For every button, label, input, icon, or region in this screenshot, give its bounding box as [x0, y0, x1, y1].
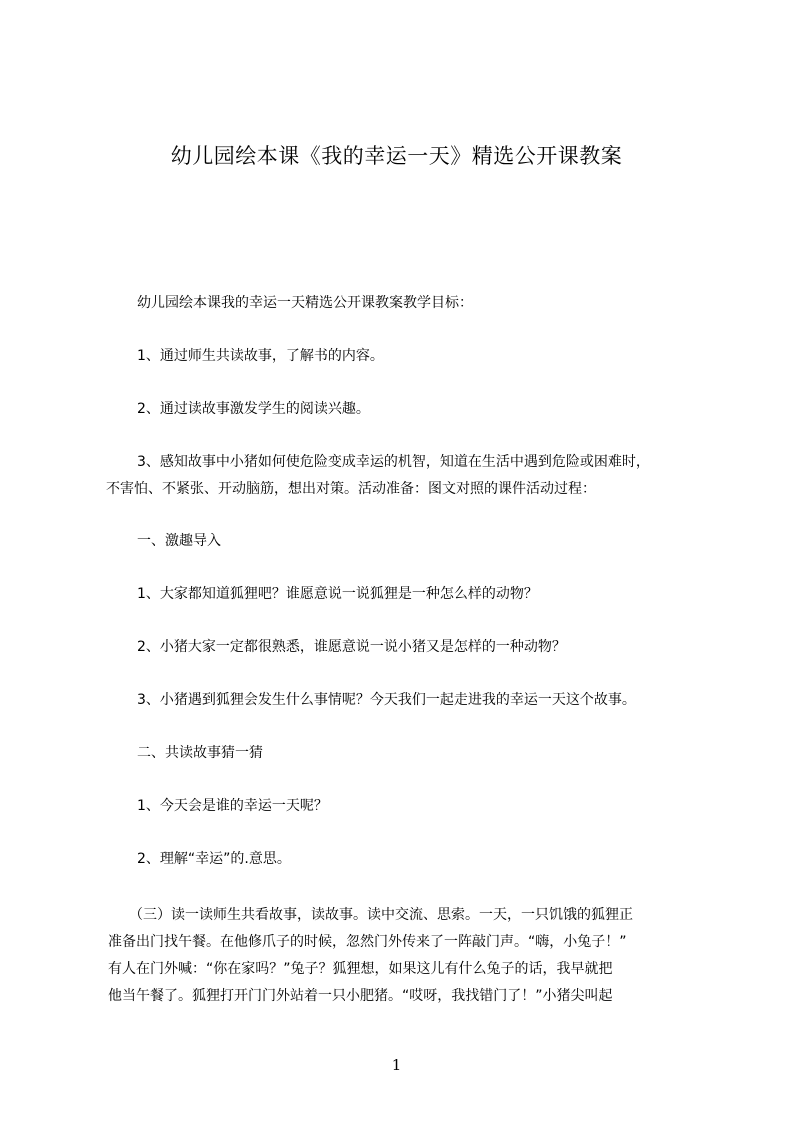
- paragraph-question-3: 3、小猪遇到狐狸会发生什么事情呢？今天我们一起走进我的幸运一天这个故事。: [137, 692, 636, 708]
- paragraph-objective-3-line-1: 3、感知故事中小猪如何使危险变成幸运的机智，知道在生活中遇到危险或困难时，: [137, 454, 650, 470]
- paragraph-objective-3-line-2: 不害怕、不紧张、开动脑筋，想出对策。活动准备：图文对照的课件活动过程：: [106, 481, 596, 497]
- paragraph-story-line-4: 他当午餐了。狐狸打开门门外站着一只小肥猪。“哎呀，我找错门了！”小猪尖叫起: [108, 988, 613, 1004]
- page-number: 1: [391, 1056, 402, 1074]
- paragraph-objective-1: 1、通过师生共读故事，了解书的内容。: [137, 348, 384, 364]
- paragraph-objectives-intro: 幼儿园绘本课我的幸运一天精选公开课教案教学目标：: [137, 295, 473, 311]
- section-heading-2: 二、共读故事猜一猜: [137, 745, 263, 761]
- paragraph-story-line-2: 准备出门找午餐。在他修爪子的时候，忽然门外传来了一阵敲门声。“嗨，小兔子！”: [108, 934, 627, 950]
- paragraph-guess-1: 1、今天会是谁的幸运一天呢？: [137, 798, 328, 814]
- paragraph-story-line-1: （三）读一读师生共看故事，读故事。读中交流、思索。一天，一只饥饿的狐狸正: [129, 907, 633, 923]
- paragraph-question-2: 2、小猪大家一定都很熟悉，谁愿意说一说小猪又是怎样的一种动物？: [137, 639, 566, 655]
- paragraph-question-1: 1、大家都知道狐狸吧？谁愿意说一说狐狸是一种怎么样的动物？: [137, 586, 538, 602]
- paragraph-guess-2: 2、理解“幸运”的.意思。: [137, 851, 291, 867]
- paragraph-objective-2: 2、通过读故事激发学生的阅读兴趣。: [137, 401, 370, 417]
- paragraph-story-line-3: 有人在门外喊：“你在家吗？”兔子？狐狸想，如果这儿有什么兔子的话，我早就把: [108, 961, 613, 977]
- document-title: 幼儿园绘本课《我的幸运一天》精选公开课教案: [170, 144, 623, 168]
- section-heading-1: 一、激趣导入: [137, 533, 221, 549]
